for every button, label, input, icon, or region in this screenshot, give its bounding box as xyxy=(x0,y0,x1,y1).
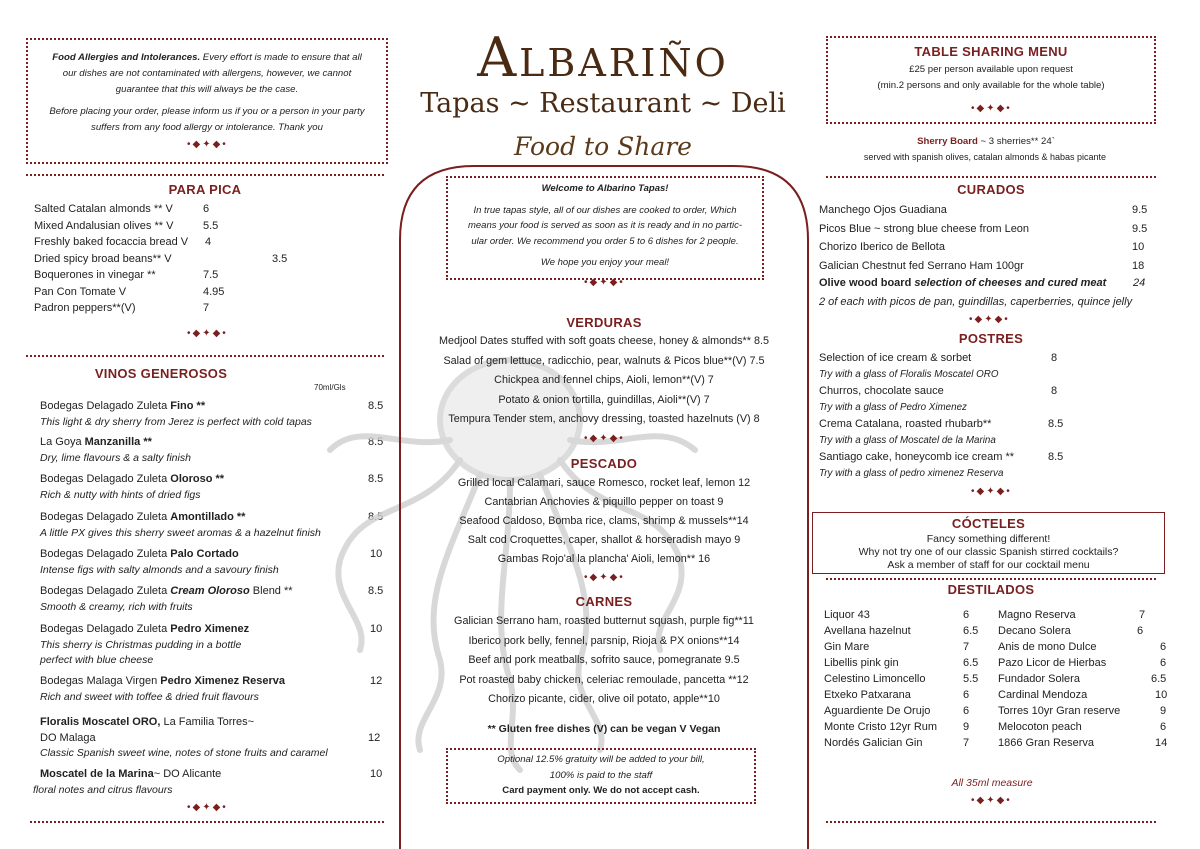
spirit-price: 9 xyxy=(963,721,970,733)
spirit-price: 9 xyxy=(1160,705,1167,717)
olive-wood-board: Olive wood board selection of cheeses and cured meat xyxy=(819,277,1107,289)
brand-tagline: Tapas ~ Restaurant ~ Deli xyxy=(420,88,786,119)
table-sharing-price: £25 per person available upon request xyxy=(909,64,1073,75)
dessert-pairing: Try with a glass of Pedro Ximenez xyxy=(819,402,967,413)
wine-name xyxy=(40,585,293,597)
wine-style: Pedro Ximenez Reserva xyxy=(160,675,286,687)
dessert-pairing: Try with a glass of Floralis Moscatel ORO xyxy=(819,369,999,380)
ornament-divider: •◆✦◆• xyxy=(971,795,1012,806)
dessert-price: 8 xyxy=(1051,385,1058,397)
wine-price: 8.5 xyxy=(368,436,384,448)
menu-item-name: Padron peppers**(V) xyxy=(34,302,136,314)
vinos-measure: 70ml/Gls xyxy=(314,383,346,392)
dish-item: Seafood Caldoso, Bomba rice, clams, shrimp & mussels**14 xyxy=(459,515,749,527)
wine-style: Fino ** xyxy=(170,400,206,412)
spirit-name: Torres 10yr Gran reserve xyxy=(998,705,1121,717)
dish-item: Chorizo picante, cider, olive oil potato, apple**10 xyxy=(488,693,720,705)
wine-name xyxy=(40,511,245,523)
curado-price: 10 xyxy=(1132,241,1145,253)
section-title-cocteles: CÓCTELES xyxy=(951,516,1026,531)
welcome-title: Welcome to Albarino Tapas! xyxy=(541,183,669,194)
wine-desc: This light & dry sherry from Jerez is perfect with cold tapas xyxy=(40,416,312,428)
spirit-name: Decano Solera xyxy=(998,625,1071,637)
dessert-name: Selection of ice cream & sorbet xyxy=(819,352,972,364)
menu-item-price: 7.5 xyxy=(203,269,219,281)
dessert-price: 8.5 xyxy=(1048,418,1064,430)
curado-name: Galician Chestnut fed Serrano Ham 100gr xyxy=(819,259,1024,272)
wine-price: 12 xyxy=(370,675,383,687)
table-sharing-terms: (min.2 persons and only available for the whole table) xyxy=(877,80,1105,91)
section-title-carnes: CARNES xyxy=(575,594,633,609)
divider-line xyxy=(30,821,384,823)
spirit-price: 6.5 xyxy=(963,657,979,669)
spirit-name: Etxeko Patxarana xyxy=(824,689,911,701)
wine-floralis-origin: DO Malaga xyxy=(40,732,96,744)
wine-floralis-price: 12 xyxy=(368,732,381,744)
ornament-divider: •◆✦◆• xyxy=(187,139,228,150)
wine-desc: Rich and sweet with toffee & dried fruit flavours xyxy=(40,691,259,703)
menu-item-name: Mixed Andalusian olives ** V xyxy=(34,219,174,232)
section-title-postres: POSTRES xyxy=(958,331,1024,346)
destilados-measure: All 35ml measure xyxy=(951,777,1033,789)
wine-name xyxy=(40,623,249,635)
curado-price: 9.5 xyxy=(1132,204,1148,216)
wine-desc: Rich & nutty with hints of dried figs xyxy=(40,489,201,501)
divider-line xyxy=(826,176,1156,178)
wine-style: Manzanilla ** xyxy=(84,436,152,448)
spirit-price: 6 xyxy=(963,609,970,621)
menu-item-name: Salted Catalan almonds ** V xyxy=(34,203,173,215)
cocteles-line-1: Fancy something different! xyxy=(926,533,1051,545)
section-title-verduras: VERDURAS xyxy=(566,315,642,330)
spirit-name: Melocoton peach xyxy=(998,721,1082,733)
wine-moscatel-price: 10 xyxy=(370,768,383,780)
curado-name: Manchego Ojos Guadiana xyxy=(819,204,947,216)
dish-item: Grilled local Calamari, sauce Romesco, rocket leaf, lemon 12 xyxy=(457,477,751,489)
menu-item-name: Boquerones in vinegar ** xyxy=(34,269,156,281)
curado-price: 9.5 xyxy=(1132,222,1148,235)
wine-moscatel: Moscatel de la Marina~ DO Alicante xyxy=(40,768,222,780)
spirit-price: 5.5 xyxy=(963,673,979,685)
wine-style: Cream Oloroso xyxy=(170,585,250,597)
wine-name xyxy=(40,436,152,448)
spirit-name: Pazo Licor de Hierbas xyxy=(998,657,1107,669)
brand-title: Albariño xyxy=(477,26,729,89)
wine-floralis-desc: Classic Spanish sweet wine, notes of stone fruits and caramel xyxy=(40,747,328,759)
spirit-name: Nordés Galician Gin xyxy=(824,737,923,749)
wine-producer: Bodegas Delagado Zuleta xyxy=(40,585,171,597)
cocteles-line-3: Ask a member of staff for our cocktail menu xyxy=(887,559,1090,571)
spirit-price: 6 xyxy=(1137,625,1144,637)
spirit-name: Fundador Solera xyxy=(998,673,1080,685)
wine-producer: Bodegas Delagado Zuleta xyxy=(40,400,171,412)
section-title-table-sharing: TABLE SHARING MENU xyxy=(914,44,1068,59)
wine-style: Palo Cortado xyxy=(170,548,239,560)
wine-name xyxy=(40,400,205,412)
sherry-board-desc: served with spanish olives, catalan almonds & habas picante xyxy=(863,152,1107,162)
sherry-board-title: Sherry Board xyxy=(917,136,978,147)
dish-item: Gambas Rojo'al la plancha' Aioli, lemon** 16 xyxy=(497,553,711,565)
menu-item-name: Dried spicy broad beans** V xyxy=(34,252,172,265)
dessert-price: 8.5 xyxy=(1048,451,1064,463)
dessert-name: Churros, chocolate sauce xyxy=(819,385,944,397)
olive-wood-board-price: 24 xyxy=(1133,277,1146,289)
spirit-price: 6 xyxy=(1160,721,1167,733)
spirit-name: Celestino Limoncello xyxy=(824,673,926,685)
wine-producer: La Goya xyxy=(40,436,85,448)
gratuity-text: Optional 12.5% gratuity will be added to your bill, 100% is paid to the staff Card payment only. We do not accept cash. xyxy=(448,752,754,799)
spirit-price: 6.5 xyxy=(963,625,979,637)
ornament-divider: •◆✦◆• xyxy=(187,802,228,813)
wine-style: Amontillado ** xyxy=(170,511,246,523)
wine-price: 10 xyxy=(370,623,383,635)
dish-item: Chickpea and fennel chips, Aioli, lemon**(V) 7 xyxy=(494,374,714,386)
divider-line xyxy=(26,174,384,176)
dessert-price: 8 xyxy=(1051,352,1058,364)
dish-item: Medjool Dates stuffed with soft goats cheese, honey & almonds** 8.5 xyxy=(439,335,769,347)
menu-item-price: 5.5 xyxy=(203,219,219,232)
wine-desc: Dry, lime flavours & a salty finish xyxy=(40,452,191,464)
spirit-price: 14 xyxy=(1155,737,1168,749)
wine-price: 10 xyxy=(370,548,383,560)
wine-desc: This sherry is Christmas pudding in a bottle xyxy=(40,639,242,651)
wine-price: 8.5 xyxy=(368,400,384,412)
spirit-price: 7 xyxy=(963,641,970,653)
menu-item-price: 6 xyxy=(203,203,210,215)
curado-price: 18 xyxy=(1132,259,1145,272)
section-title-destilados: DESTILADOS xyxy=(947,582,1035,597)
dish-item: Cantabrian Anchovies & piquillo pepper on toast 9 xyxy=(484,496,724,508)
spirit-price: 10 xyxy=(1155,689,1168,701)
welcome-text: Welcome to Albarino Tapas! In true tapas style, all of our dishes are cooked to order, Which means your food is served as soon as it is ready and in no partic- ular order. We recommend you order 5 to 6 dishes for 2 people. We hope you enjoy your meal! xyxy=(448,181,762,271)
food-to-share-heading: Food to Share xyxy=(514,132,692,161)
wine-style: Pedro Ximenez xyxy=(170,623,250,635)
curado-name: Chorizo Iberico de Bellota xyxy=(819,241,945,253)
spirit-name: Avellana hazelnut xyxy=(824,625,911,637)
menu-item-name: Freshly baked focaccia bread V xyxy=(34,236,189,248)
spirit-name: Anis de mono Dulce xyxy=(998,641,1097,653)
dish-item: Pot roasted baby chicken, celeriac remoulade, pancetta **12 xyxy=(459,673,749,686)
spirit-name: Cardinal Mendoza xyxy=(998,689,1088,701)
wine-producer: Bodegas Delagado Zuleta xyxy=(40,511,171,523)
spirit-name: Libellis pink gin xyxy=(824,657,899,669)
section-title-curados: CURADOS xyxy=(957,182,1025,197)
wine-price: 8.5 xyxy=(368,511,384,523)
ornament-divider: •◆✦◆• xyxy=(584,277,625,288)
spirit-name: Magno Reserva xyxy=(998,609,1076,621)
spirit-price: 6 xyxy=(963,705,970,717)
wine-suffix: Blend ** xyxy=(249,585,293,597)
ornament-divider: •◆✦◆• xyxy=(584,433,625,444)
wine-price: 8.5 xyxy=(368,585,384,597)
menu-item-price: 3.5 xyxy=(272,252,288,265)
dish-item: Salad of gem lettuce, radicchio, pear, walnuts & Picos blue**(V) 7.5 xyxy=(443,354,765,367)
wine-producer: Bodegas Malaga Virgen xyxy=(40,675,161,687)
spirit-price: 6.5 xyxy=(1151,673,1167,685)
allergy-heading: Food Allergies and Intolerances. xyxy=(52,52,201,63)
wine-producer: Bodegas Delagado Zuleta xyxy=(40,473,171,485)
spirit-price: 7 xyxy=(1139,609,1146,621)
cocteles-line-2: Why not try one of our classic Spanish stirred cocktails? xyxy=(858,546,1119,558)
section-title-vinos: VINOS GENEROSOS xyxy=(94,366,228,381)
wine-desc: Intense figs with salty almonds and a savoury finish xyxy=(40,564,279,576)
ornament-divider: •◆✦◆• xyxy=(971,103,1012,114)
dessert-name: Crema Catalana, roasted rhubarb** xyxy=(819,418,992,430)
ornament-divider: •◆✦◆• xyxy=(971,486,1012,497)
sherry-board: Sherry Board ~ 3 sherries** 24` xyxy=(917,136,1055,147)
menu-item-price: 4 xyxy=(205,236,212,248)
menu-item-price: 4.95 xyxy=(203,285,225,298)
spirit-price: 6 xyxy=(963,689,970,701)
menu-item-name: Pan Con Tomate V xyxy=(34,285,127,298)
wine-name xyxy=(40,548,239,560)
dietary-key: ** Gluten free dishes (V) can be vegan V Vegan xyxy=(487,723,721,735)
spirit-name: Aguardiente De Orujo xyxy=(824,705,931,717)
spirit-name: 1866 Gran Reserva xyxy=(998,737,1094,749)
section-title-pescado: PESCADO xyxy=(570,456,638,471)
wine-desc: Smooth & creamy, rich with fruits xyxy=(40,601,193,613)
wine-moscatel-desc: floral notes and citrus flavours xyxy=(33,784,173,796)
wine-style: Oloroso ** xyxy=(170,473,225,485)
spirit-name: Gin Mare xyxy=(824,641,870,653)
divider-line xyxy=(826,821,1156,823)
ornament-divider: •◆✦◆• xyxy=(584,572,625,583)
spirit-price: 6 xyxy=(1160,641,1167,653)
wine-desc: perfect with blue cheese xyxy=(40,654,154,666)
dish-item: Potato & onion tortilla, guindillas, Aioli**(V) 7 xyxy=(498,393,710,406)
dish-item: Galician Serrano ham, roasted butternut squash, purple fig**11 xyxy=(454,615,754,627)
wine-desc: A little PX gives this sherry sweet aromas & a hazelnut finish xyxy=(40,527,321,539)
payment-note: Card payment only. We do not accept cash. xyxy=(502,785,700,796)
dessert-pairing: Try with a glass of pedro ximenez Reserva xyxy=(819,468,1004,479)
wine-name xyxy=(40,473,224,485)
divider-line xyxy=(826,578,1156,580)
section-title-para-pica: PARA PICA xyxy=(168,182,242,197)
curado-name: Picos Blue ~ strong blue cheese from Leon xyxy=(819,222,1030,235)
olive-wood-board-desc: 2 of each with picos de pan, guindillas, caperberries, quince jelly xyxy=(819,296,1133,308)
dessert-name: Santiago cake, honeycomb ice cream ** xyxy=(819,451,1015,463)
wine-price: 8.5 xyxy=(368,473,384,485)
ornament-divider: •◆✦◆• xyxy=(969,314,1010,325)
dish-item: Beef and pork meatballs, sofrito sauce, pomegranate 9.5 xyxy=(468,654,740,666)
dish-item: Iberico pork belly, fennel, parsnip, Rioja & PX onions**14 xyxy=(468,634,740,647)
spirit-name: Monte Cristo 12yr Rum xyxy=(824,721,938,733)
wine-producer: Bodegas Delagado Zuleta xyxy=(40,548,171,560)
wine-floralis: Floralis Moscatel ORO, La Familia Torres~ xyxy=(40,716,255,728)
dish-item: Tempura Tender stem, anchovy dressing, toasted hazelnuts (V) 8 xyxy=(448,413,760,425)
spirit-name: Liquor 43 xyxy=(824,609,870,621)
spirit-price: 7 xyxy=(963,737,970,749)
dessert-pairing: Try with a glass of Moscatel de la Marina xyxy=(819,435,996,446)
wine-producer: Bodegas Delagado Zuleta xyxy=(40,623,171,635)
menu-item-price: 7 xyxy=(203,302,210,314)
ornament-divider: •◆✦◆• xyxy=(187,328,228,339)
allergy-text: Food Allergies and Intolerances. Every effort is made to ensure that all our dishes are not contaminated with allergens, however, we cannot guarantee that this will always be the case. Before placing your order, please inform us if you or a person in your party suffers from any food allergy or intolerance. Thank you xyxy=(49,52,365,133)
wine-name xyxy=(40,675,285,687)
spirit-price: 6 xyxy=(1160,657,1167,669)
dish-item: Salt cod Croquettes, caper, shallot & horseradish mayo 9 xyxy=(467,534,741,546)
